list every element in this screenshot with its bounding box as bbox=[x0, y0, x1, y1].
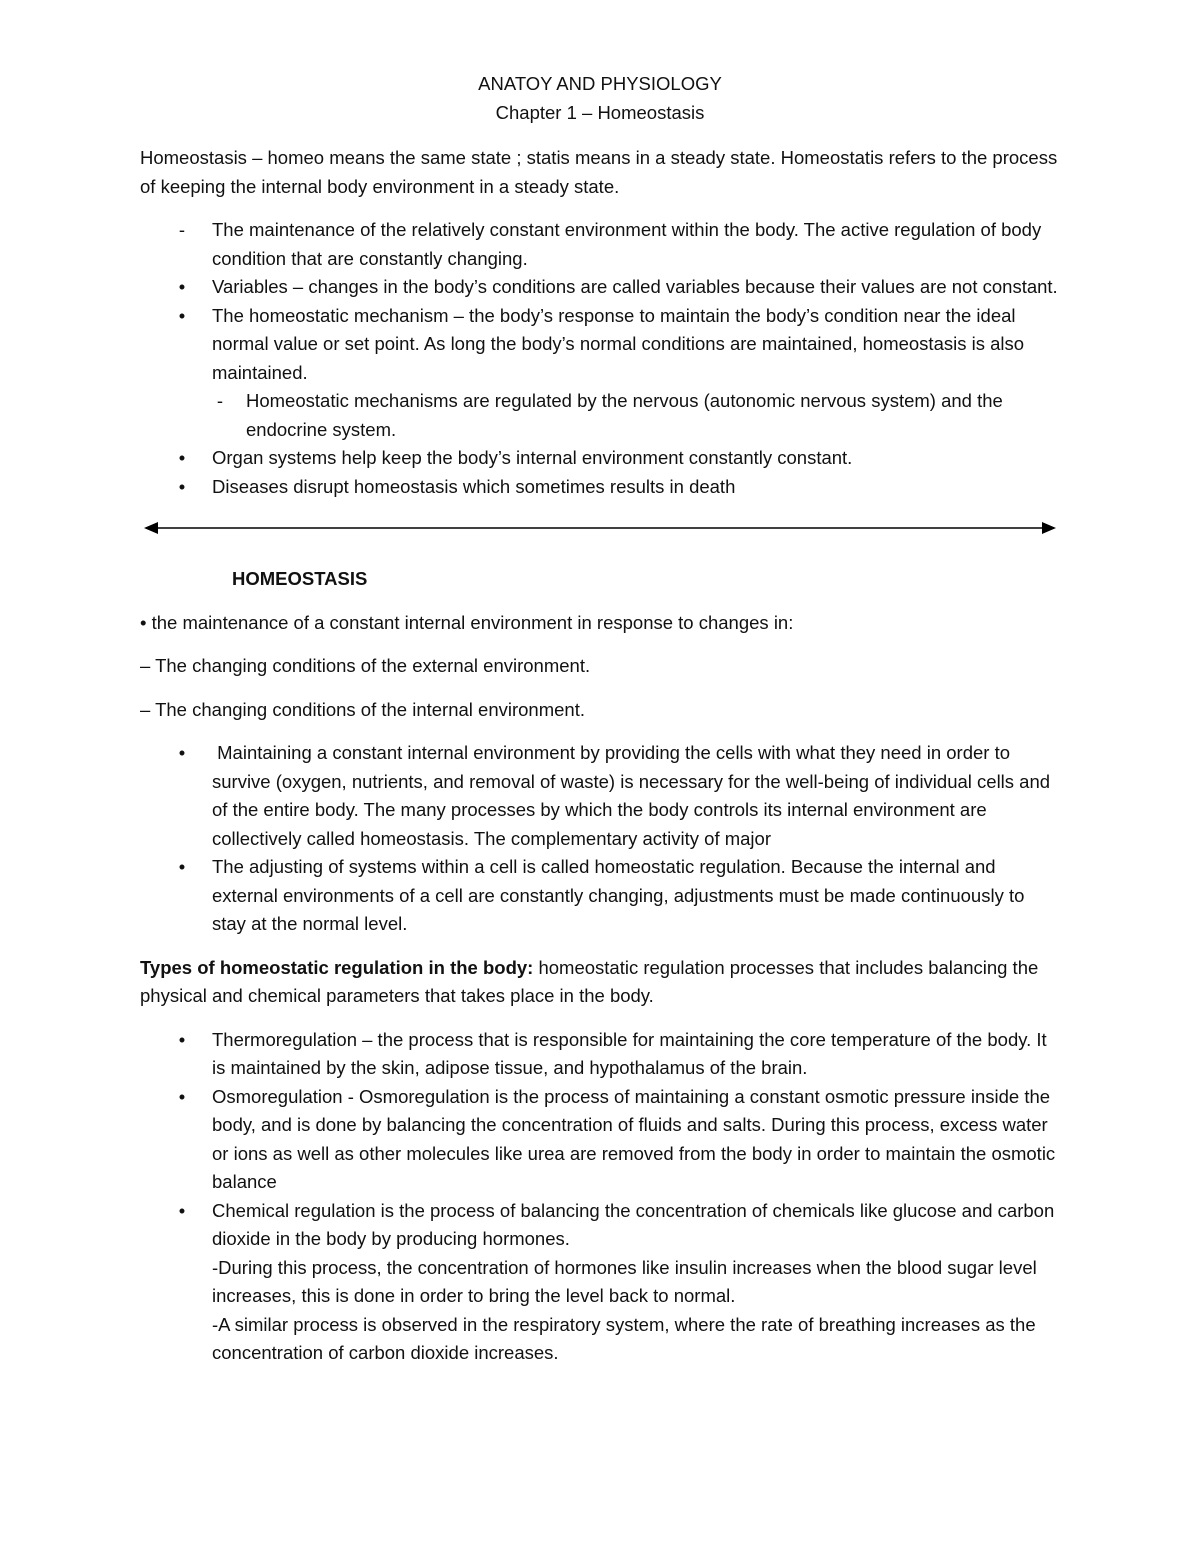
external-condition-line: – The changing conditions of the external environment. bbox=[140, 655, 591, 676]
bullet-marker: • bbox=[178, 304, 186, 326]
double-arrow-icon bbox=[140, 513, 1060, 543]
list-item bbox=[140, 273, 1060, 302]
bullet-marker: • bbox=[178, 276, 186, 297]
bullet-marker: • bbox=[178, 856, 186, 877]
list-item bbox=[140, 1197, 1060, 1368]
definition-line: • the maintenance of a constant internal environment in response to changes in: bbox=[140, 611, 794, 633]
list-item-text: Organ systems help keep the body’s internal environment constantly constant. bbox=[212, 447, 853, 468]
section2-list bbox=[140, 739, 1060, 939]
list-item bbox=[140, 444, 1060, 473]
section-heading: HOMEOSTASIS bbox=[232, 568, 368, 589]
list-item-text: Thermoregulation – the process that is responsible for maintaining the core temperature of the body. It is maintained by the skin, adipose tissue, and hypothalamus of the brain. bbox=[212, 1028, 1047, 1078]
list-item-text: The maintenance of the relatively constant environment within the body. The active regulation of body condition that are constantly changing. bbox=[212, 219, 1042, 269]
list-item-text: Chemical regulation is the process of balancing the concentration of chemicals like glucose and carbon dioxide in the body by producing hormones. bbox=[212, 1199, 1055, 1249]
list-item-text: The adjusting of systems within a cell is called homeostatic regulation. Because the internal and external environments of a cell are constantly changing, adjustments must be made continuously to stay at the normal level. bbox=[212, 856, 1025, 934]
sub-list-item bbox=[212, 387, 1060, 444]
list-item-text: Maintaining a constant internal environment by providing the cells with what they need in order to survive (oxygen, nutrients, and removal of waste) is necessary for the well-being of individual cells and of the entire body. The many processes by which the body controls its internal environment are collectively called homeostasis. The complementary activity of major bbox=[212, 742, 1056, 849]
list-item bbox=[140, 1026, 1060, 1083]
list-item bbox=[140, 739, 1060, 853]
dash-marker: - bbox=[216, 390, 224, 411]
list-item-text: Variables – changes in the body’s conditions are called variables because their values are not constant. bbox=[212, 276, 1058, 297]
list-item bbox=[140, 473, 1060, 502]
types-rest: homeostatic regulation processes that includes balancing the physical and chemical parameters that takes place in the body. bbox=[140, 956, 1039, 1006]
list-item bbox=[140, 1083, 1060, 1197]
list-item-text: The homeostatic mechanism – the body’s response to maintain the body’s condition near the ideal normal value or set point. As long the body’s normal conditions are maintained, homeostasis is also maintained. bbox=[212, 304, 1025, 383]
bullet-marker: • bbox=[178, 447, 186, 468]
bullet-marker: • bbox=[178, 1028, 186, 1050]
document-title: ANATOY AND PHYSIOLOGY bbox=[478, 73, 722, 94]
bullet-marker: • bbox=[178, 1085, 186, 1107]
sub-list-item-text: Homeostatic mechanisms are regulated by the nervous (autonomic nervous system) and the endocrine system. bbox=[246, 390, 1003, 440]
detail-line: -During this process, the concentration of hormones like insulin increases when the blood sugar level increases, this is done in order to bring the level back to normal. bbox=[212, 1256, 1037, 1306]
list-item-text: Osmoregulation - Osmoregulation is the process of maintaining a constant osmotic pressure inside the body, and is done by balancing the concentration of fluids and salts. During this process, excess water or ions as well as other molecules like urea are removed from the body in order to maintain the osmotic balance bbox=[212, 1085, 1056, 1192]
bullet-marker: • bbox=[178, 742, 186, 763]
detail-line: -A similar process is observed in the respiratory system, where the rate of breathing increases as the concentration of carbon dioxide increases. bbox=[212, 1313, 1036, 1363]
chapter-subtitle: Chapter 1 – Homeostasis bbox=[495, 101, 705, 123]
list-item bbox=[140, 302, 1060, 445]
list-item bbox=[140, 216, 1060, 273]
document-page bbox=[140, 70, 1060, 1368]
intro-paragraph: Homeostasis – homeo means the same state ; statis means in a steady state. Homeostatis refers to the process of keeping the internal body environment in a steady state. bbox=[140, 147, 1058, 197]
internal-condition-line: – The changing conditions of the internal environment. bbox=[140, 698, 585, 720]
list-item bbox=[140, 853, 1060, 939]
bullet-marker: • bbox=[178, 1199, 186, 1221]
double-arrow-divider bbox=[140, 513, 1060, 543]
types-paragraph bbox=[140, 954, 1060, 1011]
section1-list bbox=[140, 216, 1060, 501]
bullet-marker: • bbox=[178, 475, 186, 497]
section3-list bbox=[140, 1026, 1060, 1368]
types-lead: Types of homeostatic regulation in the body: bbox=[140, 956, 534, 978]
dash-marker: - bbox=[178, 219, 186, 240]
list-item-text: Diseases disrupt homeostasis which sometimes results in death bbox=[212, 475, 736, 497]
